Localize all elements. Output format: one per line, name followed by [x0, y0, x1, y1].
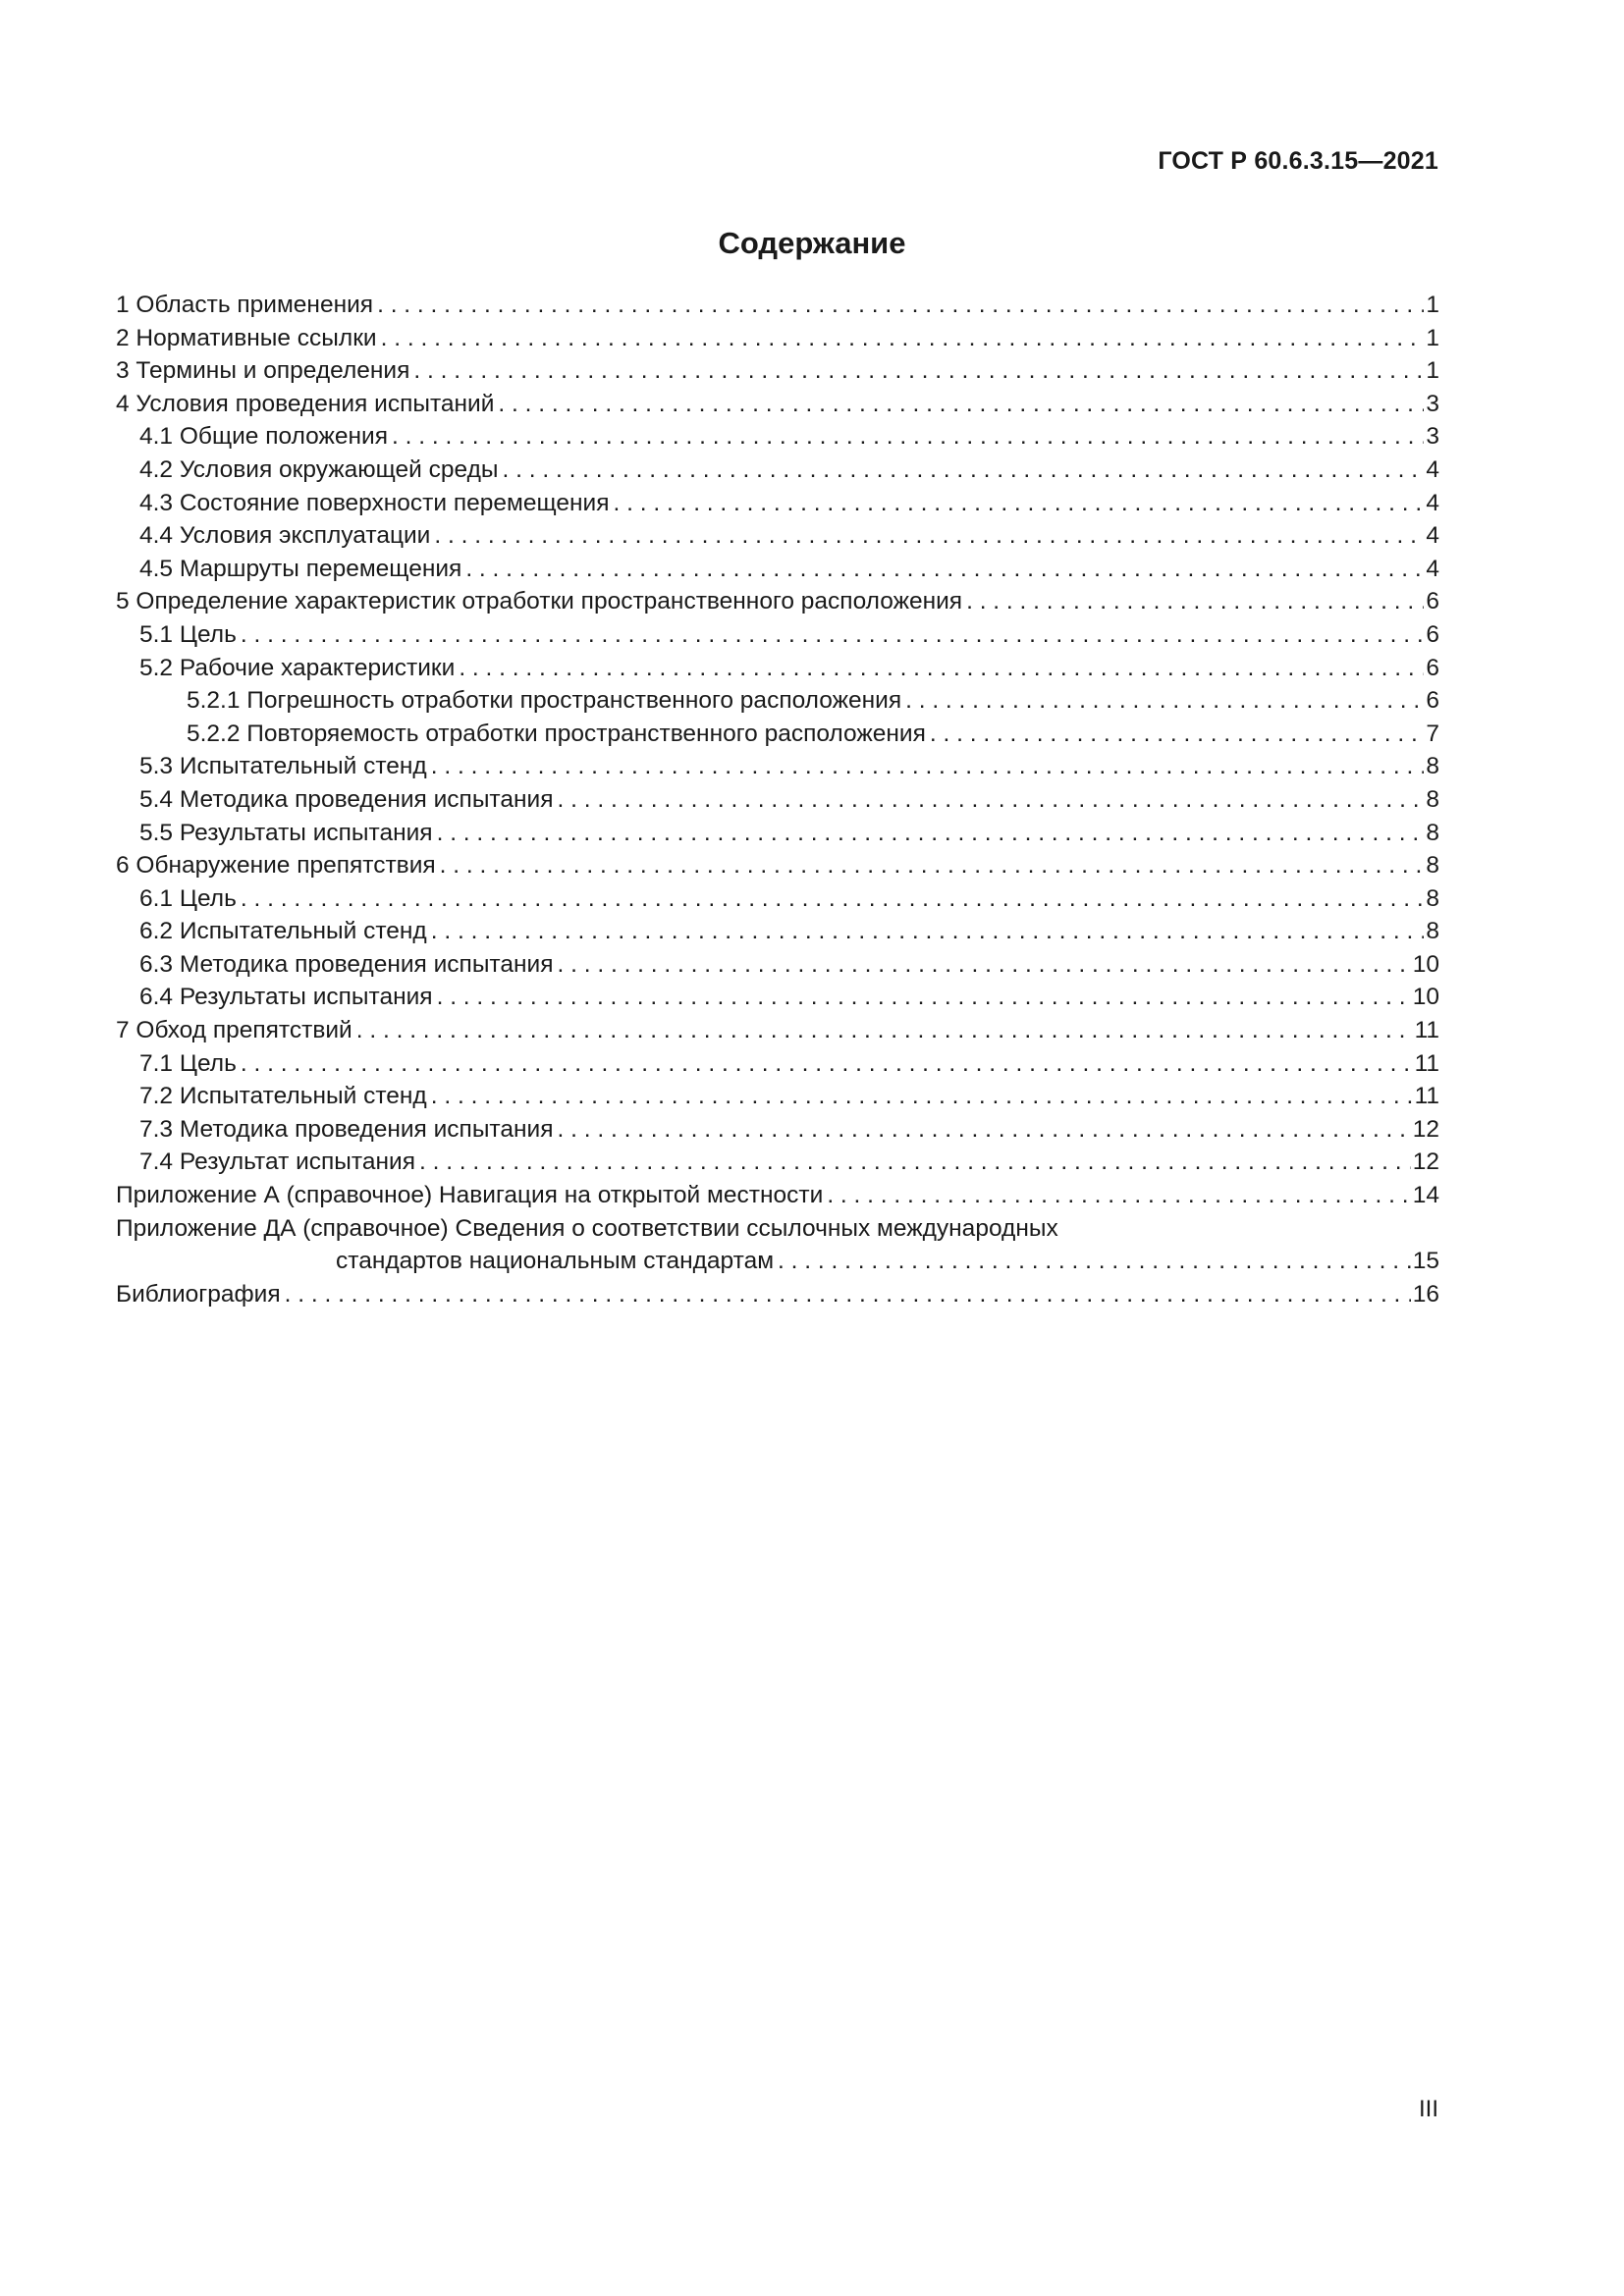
toc-entry-page: 12	[1412, 1148, 1439, 1176]
toc-entry[interactable]	[116, 487, 1439, 520]
toc-leader-dots	[558, 1113, 1411, 1147]
toc-entry[interactable]	[116, 1212, 1439, 1246]
toc-entry-text: 5.2 Рабочие характеристики	[139, 654, 456, 681]
toc-entry[interactable]	[116, 750, 1439, 783]
toc-entry-page: 11	[1414, 1083, 1439, 1110]
toc-leader-dots	[966, 585, 1424, 618]
toc-entry-page: 8	[1426, 852, 1439, 880]
toc-entry-page: 6	[1426, 654, 1439, 681]
toc-entry-page: 15	[1412, 1248, 1439, 1275]
toc-entry-text: 7 Обход препятствий	[116, 1017, 352, 1044]
toc-entry[interactable]	[116, 454, 1439, 487]
toc-entry-page: 8	[1426, 785, 1439, 813]
toc-entry-page: 10	[1412, 950, 1439, 978]
toc-entry[interactable]	[116, 354, 1439, 388]
toc-entry-page: 4	[1426, 455, 1439, 483]
toc-entry-text: 6.1 Цель	[139, 884, 237, 912]
toc-leader-dots	[241, 1047, 1413, 1081]
toc-leader-dots	[437, 817, 1425, 850]
toc-entry[interactable]	[116, 585, 1439, 618]
toc-entry-text: 7.4 Результат испытания	[139, 1148, 415, 1176]
toc-entry-page: 6	[1426, 588, 1439, 615]
toc-entry-text: 5.2.2 Повторяемость отработки пространственного расположения	[187, 720, 926, 747]
toc-entry[interactable]	[116, 1146, 1439, 1179]
toc-entry-text: 4.2 Условия окружающей среды	[139, 455, 499, 483]
toc-entry-text: Приложение ДА (справочное) Сведения о соответствии ссылочных международных	[116, 1214, 1058, 1242]
toc-entry-text: 4.3 Состояние поверхности перемещения	[139, 489, 610, 516]
toc-entry-page: 14	[1412, 1182, 1439, 1209]
toc-leader-dots	[431, 1080, 1413, 1113]
toc-entry[interactable]	[116, 981, 1439, 1014]
toc-leader-dots	[905, 684, 1424, 718]
toc-entry-text: 6.4 Результаты испытания	[139, 984, 433, 1011]
document-code: ГОСТ Р 60.6.3.15—2021	[1158, 147, 1438, 175]
toc-entry-text: 4.4 Условия эксплуатации	[139, 522, 431, 550]
toc-entry[interactable]	[116, 948, 1439, 982]
toc-entry-text: 5.2.1 Погрешность отработки пространственного расположения	[187, 687, 902, 715]
toc-entry-text: Приложение А (справочное) Навигация на открытой местности	[116, 1182, 824, 1209]
toc-leader-dots	[459, 652, 1424, 685]
toc-entry-text: 5 Определение характеристик отработки пространственного расположения	[116, 588, 963, 615]
toc-leader-dots	[930, 718, 1425, 751]
toc-entry-text: Библиография	[116, 1280, 281, 1308]
toc-leader-dots	[558, 783, 1425, 817]
toc-leader-dots	[431, 915, 1425, 948]
toc-entry-page: 8	[1426, 884, 1439, 912]
toc-leader-dots	[431, 750, 1425, 783]
toc-entry-text: стандартов национальным стандартам	[336, 1248, 775, 1275]
toc-entry-page: 4	[1426, 522, 1439, 550]
toc-entry-page: 8	[1426, 819, 1439, 846]
toc-entry-page: 3	[1426, 423, 1439, 451]
toc-entry-page: 1	[1426, 292, 1439, 318]
toc-leader-dots	[419, 1146, 1411, 1179]
toc-entry-page: 11	[1414, 1017, 1439, 1044]
toc-entry[interactable]	[116, 618, 1439, 652]
toc-entry[interactable]	[116, 289, 1439, 322]
toc-entry-text: 7.3 Методика проведения испытания	[139, 1115, 554, 1143]
toc-entry[interactable]	[116, 1245, 1439, 1278]
toc-entry[interactable]	[116, 1014, 1439, 1047]
toc-leader-dots	[285, 1278, 1411, 1311]
toc-entry-text: 5.1 Цель	[139, 620, 237, 648]
toc-entry[interactable]	[116, 553, 1439, 586]
toc-leader-dots	[377, 289, 1424, 322]
toc-entry-text: 6 Обнаружение препятствия	[116, 852, 436, 880]
toc-leader-dots	[614, 487, 1425, 520]
toc-entry-page: 4	[1426, 489, 1439, 516]
toc-entry[interactable]	[116, 519, 1439, 553]
toc-entry[interactable]	[116, 1278, 1439, 1311]
toc-entry-page: 7	[1426, 720, 1439, 747]
toc-leader-dots	[381, 322, 1425, 355]
toc-leader-dots	[827, 1179, 1410, 1212]
toc-entry[interactable]	[116, 882, 1439, 916]
toc-entry[interactable]	[116, 915, 1439, 948]
toc-entry-text: 5.5 Результаты испытания	[139, 819, 433, 846]
toc-entry[interactable]	[116, 420, 1439, 454]
toc-leader-dots	[465, 553, 1424, 586]
toc-entry-text: 1 Область применения	[116, 292, 374, 318]
toc-entry-text: 5.4 Методика проведения испытания	[139, 785, 554, 813]
toc-entry-page: 6	[1426, 687, 1439, 715]
toc-leader-dots	[558, 948, 1411, 982]
toc-entry-page: 8	[1426, 918, 1439, 945]
toc-entry-text: 6.3 Методика проведения испытания	[139, 950, 554, 978]
toc-entry-text: 4.5 Маршруты перемещения	[139, 555, 462, 582]
toc-leader-dots	[241, 882, 1424, 916]
toc-entry[interactable]	[116, 849, 1439, 882]
toc-entry-page: 3	[1426, 390, 1439, 417]
toc-entry[interactable]	[116, 783, 1439, 817]
toc-entry[interactable]	[116, 322, 1439, 355]
toc-entry[interactable]	[116, 718, 1439, 751]
toc-entry-text: 2 Нормативные ссылки	[116, 324, 377, 351]
toc-entry-text: 7.2 Испытательный стенд	[139, 1083, 427, 1110]
table-of-contents	[116, 289, 1439, 1310]
toc-entry-text: 4.1 Общие положения	[139, 423, 389, 451]
toc-leader-dots	[498, 388, 1424, 421]
toc-leader-dots	[440, 849, 1425, 882]
toc-entry-text: 7.1 Цель	[139, 1049, 237, 1077]
toc-entry-page: 16	[1412, 1280, 1439, 1308]
toc-title: Содержание	[718, 226, 906, 260]
toc-entry[interactable]	[116, 1179, 1439, 1212]
toc-entry[interactable]	[116, 1080, 1439, 1113]
toc-entry-text: 6.2 Испытательный стенд	[139, 918, 427, 945]
toc-leader-dots	[392, 420, 1424, 454]
toc-entry-text: 4 Условия проведения испытаний	[116, 390, 495, 417]
toc-leader-dots	[413, 354, 1424, 388]
toc-entry-page: 11	[1414, 1049, 1439, 1077]
toc-leader-dots	[356, 1014, 1413, 1047]
toc-leader-dots	[241, 618, 1424, 652]
toc-entry-page: 12	[1412, 1115, 1439, 1143]
toc-entry-page: 1	[1426, 357, 1439, 385]
toc-entry-text: 3 Термины и определения	[116, 357, 410, 385]
toc-entry[interactable]	[116, 1047, 1439, 1081]
toc-entry-page: 6	[1426, 620, 1439, 648]
toc-entry-page: 8	[1426, 753, 1439, 780]
toc-leader-dots	[778, 1245, 1411, 1278]
toc-entry-page: 1	[1426, 324, 1439, 351]
toc-leader-dots	[437, 981, 1411, 1014]
page-number: III	[1418, 2096, 1438, 2122]
toc-leader-dots	[503, 454, 1425, 487]
toc-entry-page: 10	[1412, 984, 1439, 1011]
toc-entry[interactable]	[116, 817, 1439, 850]
toc-entry[interactable]	[116, 684, 1439, 718]
toc-leader-dots	[434, 519, 1424, 553]
toc-entry[interactable]	[116, 652, 1439, 685]
toc-entry[interactable]	[116, 1113, 1439, 1147]
toc-entry-page: 4	[1426, 555, 1439, 582]
toc-entry-text: 5.3 Испытательный стенд	[139, 753, 427, 780]
toc-entry[interactable]	[116, 388, 1439, 421]
